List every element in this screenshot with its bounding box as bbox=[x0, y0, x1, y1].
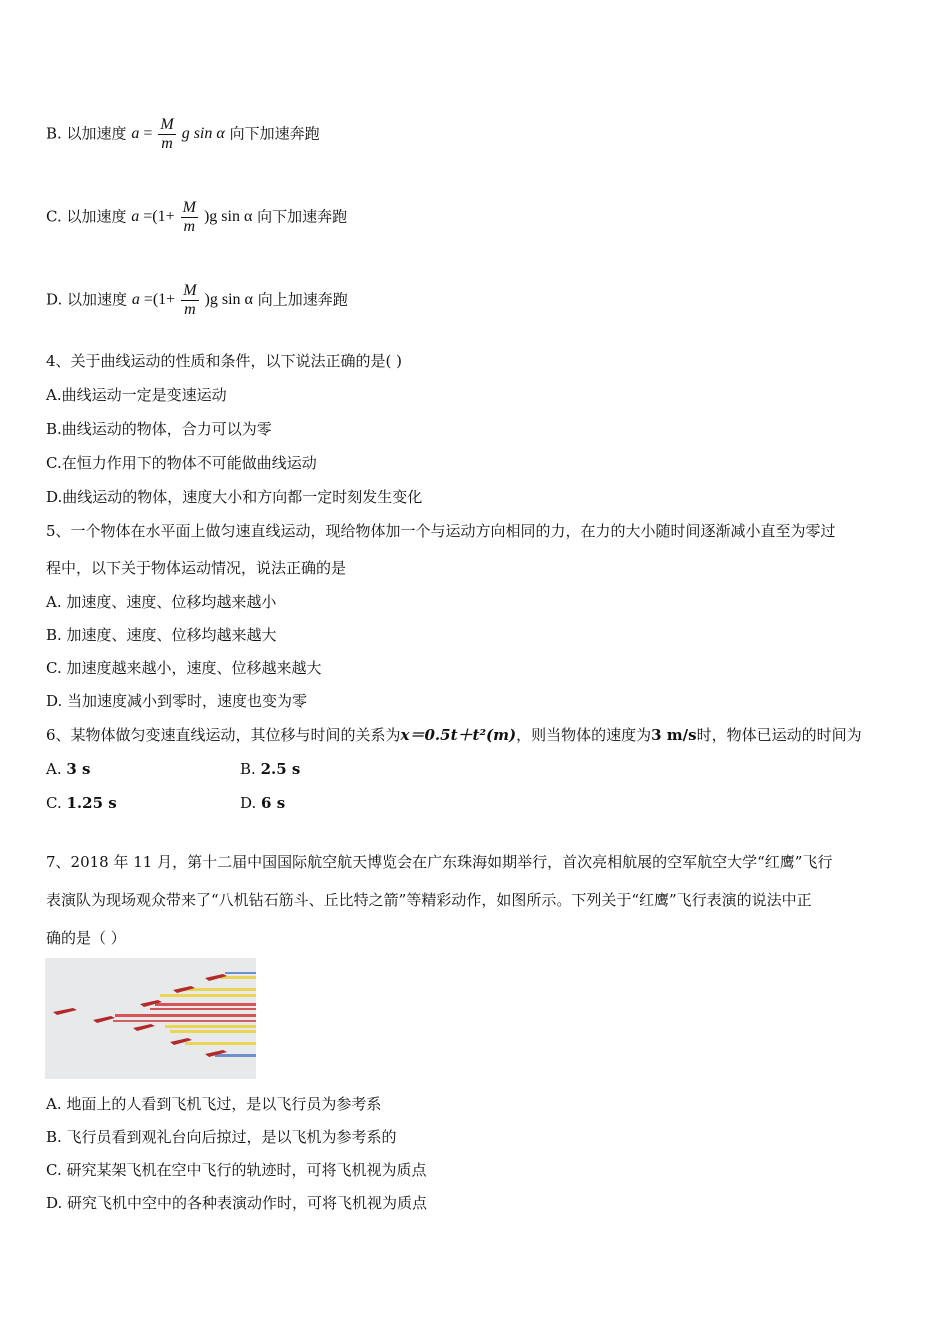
fraction-denominator: m bbox=[161, 135, 173, 152]
q4-stem: 4、关于曲线运动的性质和条件，以下说法正确的是( ) bbox=[46, 352, 403, 370]
fraction-denominator: m bbox=[183, 218, 196, 235]
airshow-illustration bbox=[45, 958, 256, 1079]
q6-option-a bbox=[46, 759, 91, 779]
q6-velocity: 3 m/s bbox=[651, 726, 697, 744]
q4-option-d: D.曲线运动的物体，速度大小和方向都一定时刻发生变化 bbox=[46, 488, 423, 506]
formula-tail: )g sin α bbox=[203, 208, 253, 226]
q5-option-d: D. 当加速度减小到零时，速度也变为零 bbox=[46, 692, 308, 710]
q4-option-c: C.在恒力作用下的物体不可能做曲线运动 bbox=[46, 454, 317, 472]
q5-option-c: C. 加速度越来越小，速度、位移越来越大 bbox=[46, 659, 322, 677]
q7-stem-line2: 表演队为现场观众带来了“八机钻石筋斗、丘比特之箭”等精彩动作，如图所示。下列关于“红鹰”飞行表演的说法中正 bbox=[46, 891, 812, 909]
q6-stem bbox=[46, 725, 862, 745]
q4-option-b: B.曲线运动的物体，合力可以为零 bbox=[46, 420, 272, 438]
q7-option-d: D. 研究飞机中空中的各种表演动作时，可将飞机视为质点 bbox=[46, 1194, 428, 1212]
formula bbox=[131, 116, 224, 153]
formula bbox=[131, 199, 252, 236]
fraction bbox=[158, 116, 175, 153]
q3-option-d bbox=[46, 282, 348, 319]
option-value: 2.5 s bbox=[260, 760, 301, 778]
q7-stem-line3: 确的是（ ） bbox=[46, 929, 126, 947]
formula-tail: g sin α bbox=[181, 125, 225, 143]
formula-var: a bbox=[131, 208, 140, 226]
q6-option-c bbox=[46, 793, 117, 813]
option-label: C. bbox=[46, 794, 62, 812]
option-text: D. 以加速度 bbox=[46, 290, 128, 309]
q6-option-b bbox=[240, 759, 300, 779]
q6-stem-text-3: 时，物体已运动的时间为 bbox=[696, 726, 862, 744]
option-value: 1.25 s bbox=[66, 794, 117, 812]
q7-stem-line1: 7、2018 年 11 月，第十二届中国国际航空航天博览会在广东珠海如期举行，首次亮相航展的空军航空大学“红鹰”飞行 bbox=[46, 853, 833, 871]
formula-eq: =(1+ bbox=[143, 208, 175, 226]
q7-option-a: A. 地面上的人看到飞机飞过，是以飞行员为参考系 bbox=[46, 1095, 382, 1113]
q6-formula: x＝0.5t＋t²(m) bbox=[400, 726, 517, 744]
q3-option-c bbox=[46, 199, 347, 236]
q7-option-c: C. 研究某架飞机在空中飞行的轨迹时，可将飞机视为质点 bbox=[46, 1161, 427, 1179]
formula bbox=[132, 282, 253, 319]
option-suffix: 向下加速奔跑 bbox=[257, 207, 348, 226]
fraction bbox=[181, 282, 198, 319]
option-label: B. bbox=[240, 760, 256, 778]
fraction-numerator: M bbox=[160, 116, 174, 133]
q6-stem-text-2: ，则当物体的速度为 bbox=[516, 726, 652, 744]
option-suffix: 向下加速奔跑 bbox=[229, 124, 320, 143]
q4-option-a: A.曲线运动一定是变速运动 bbox=[46, 386, 227, 404]
q5-stem-line2: 程中，以下关于物体运动情况，说法正确的是 bbox=[46, 559, 347, 577]
option-label: D. bbox=[240, 794, 257, 812]
option-text: C. 以加速度 bbox=[46, 207, 127, 226]
option-label: A. bbox=[46, 760, 62, 778]
formula-eq: = bbox=[143, 125, 153, 143]
q7-option-b: B. 飞行员看到观礼台向后掠过，是以飞机为参考系的 bbox=[46, 1128, 397, 1146]
q5-stem-line1: 5、一个物体在水平面上做匀速直线运动，现给物体加一个与运动方向相同的力，在力的大小随时间逐渐减小直至为零过 bbox=[46, 522, 836, 540]
formula-eq: =(1+ bbox=[143, 291, 176, 309]
option-suffix: 向上加速奔跑 bbox=[257, 290, 348, 309]
q5-option-a: A. 加速度、速度、位移均越来越小 bbox=[46, 593, 277, 611]
option-text: B. 以加速度 bbox=[46, 124, 127, 143]
fraction bbox=[181, 199, 198, 236]
formula-var: a bbox=[131, 291, 140, 309]
fraction-numerator: M bbox=[182, 199, 196, 216]
q6-option-d bbox=[240, 793, 285, 813]
q6-stem-text: 6、某物体做匀变速直线运动，其位移与时间的关系为 bbox=[46, 726, 401, 744]
fraction-numerator: M bbox=[183, 282, 197, 299]
option-value: 3 s bbox=[66, 760, 91, 778]
formula-var: a bbox=[131, 125, 140, 143]
q5-option-b: B. 加速度、速度、位移均越来越大 bbox=[46, 626, 277, 644]
airshow-photo bbox=[45, 958, 256, 1079]
fraction-denominator: m bbox=[184, 301, 196, 318]
option-value: 6 s bbox=[261, 794, 286, 812]
formula-tail: )g sin α bbox=[204, 291, 253, 309]
q3-option-b bbox=[46, 116, 320, 153]
